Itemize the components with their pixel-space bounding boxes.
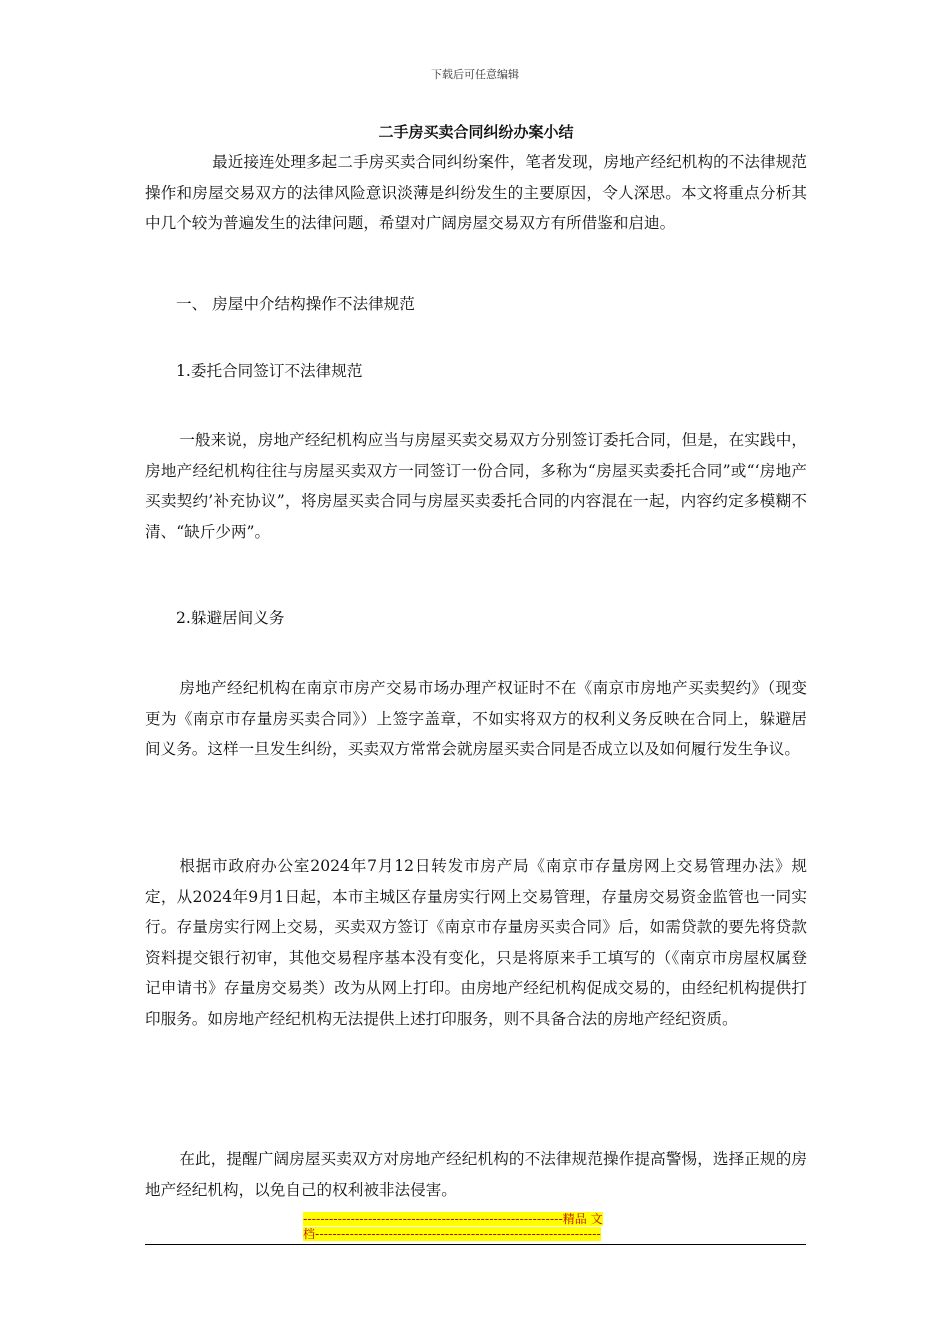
subsection-heading-1: 1.委托合同签订不法律规范 <box>176 362 363 380</box>
section-heading-1: 一、 房屋中介结构操作不法律规范 <box>176 295 415 313</box>
subsection-heading-2: 2.躲避居间义务 <box>176 609 285 627</box>
document-title: 二手房买卖合同纠纷办案小结 <box>378 123 574 141</box>
paragraph-entrust-contract: 一般来说，房地产经纪机构应当与房屋买卖交易双方分别签订委托合同，但是，在实践中，房地产经纪机构往往与房屋买卖双方一同签订一份合同，多称为“房屋买卖委托合同”或“‘房地产买卖契约’补充协议”，将房屋买卖合同与房屋买卖委托合同的内容混在一起，内容约定多模糊不清、“缺斤少两”。 <box>145 431 807 541</box>
paragraph-avoid-obligation: 房地产经纪机构在南京市房产交易市场办理产权证时不在《南京市房地产买卖契约》（现变更为《南京市存量房买卖合同》）上签字盖章，不如实将双方的权利义务反映在合同上，躲避居间义务。这样一旦发生纠纷，买卖双方常常会就房屋买卖合同是否成立以及如何履行发生争议。 <box>145 679 807 759</box>
footer-rule <box>145 1244 806 1245</box>
footer-watermark-line-1: ------------------------------------------------------------精品 文 <box>303 1212 603 1226</box>
paragraph-online-trading: 根据市政府办公室2024年7月12日转发市房产局《南京市存量房网上交易管理办法》规定，从2024年9月1日起，本市主城区存量房实行网上交易管理，存量房交易资金监管也一同实行。存量房实行网上交易，买卖双方签订《南京市存量房买卖合同》后，如需贷款的要先将贷款资料提交银行初审，其他交易程序基本没有变化，只是将原来手工填写的（《南京市房屋权属登记申请书》存量房交易类）改为从网上打印。由房地产经纪机构促成交易的，由经纪机构提供打印服务。如房地产经纪机构无法提供上述打印服务，则不具备合法的房地产经纪资质。 <box>145 857 807 1028</box>
paragraph-reminder: 在此，提醒广阔房屋买卖双方对房地产经纪机构的不法律规范操作提高警惕，选择正规的房地产经纪机构，以免自己的权利被非法侵害。 <box>145 1150 807 1199</box>
intro-paragraph: 最近接连处理多起二手房买卖合同纠纷案件，笔者发现，房地产经纪机构的不法律规范操作和房屋交易双方的法律风险意识淡薄是纠纷发生的主要原因，令人深思。本文将重点分析其中几个较为普遍发生的法律问题，希望对广阔房屋交易双方有所借鉴和启迪。 <box>145 153 807 233</box>
header-note: 下载后可任意编辑 <box>431 68 519 81</box>
footer-watermark-line-2: 档------------------------------------------------------------------ <box>303 1227 601 1241</box>
